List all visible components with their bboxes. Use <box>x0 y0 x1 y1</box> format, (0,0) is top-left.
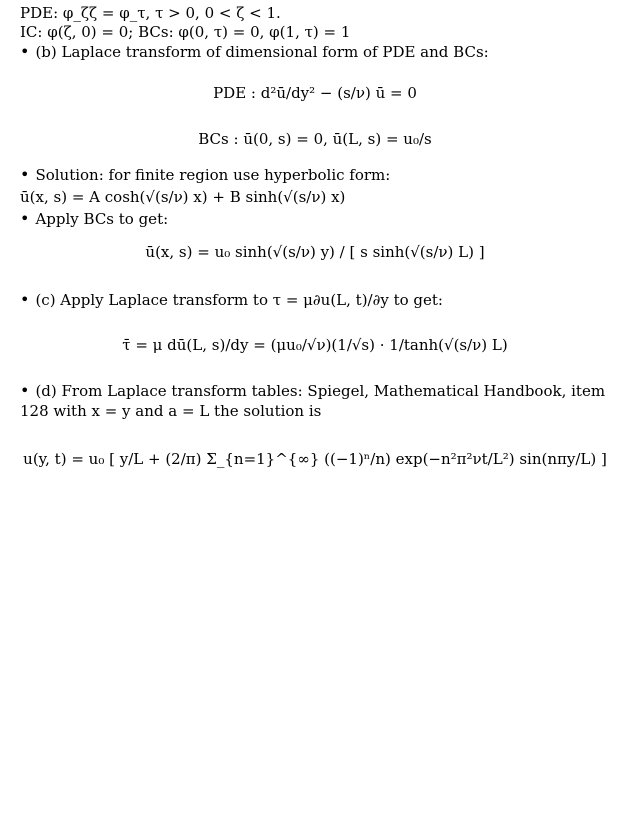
ic-bc-statement: IC: φ(ζ, 0) = 0; BCs: φ(0, τ) = 0, φ(1, τ) = 1 <box>20 23 351 41</box>
solution-heading: • Solution: for finite region use hyperbolic form: <box>20 166 390 184</box>
part-c-heading: • (c) Apply Laplace transform to τ = μ∂u(L, t)/∂y to get: <box>20 291 443 309</box>
transformed-bcs-equation: BCs : ū(0, s) = 0, ū(L, s) = u₀/s <box>198 130 432 148</box>
shear-stress-equation: τ̄ = μ dū(L, s)/dy = (μu₀/√ν)(1/√s) · 1/tanh(√(s/ν) L) <box>122 336 508 354</box>
pde-statement: PDE: φ_ζζ = φ_τ, τ > 0, 0 < ζ < 1. <box>20 4 281 22</box>
apply-bcs-heading: • Apply BCs to get: <box>20 210 168 228</box>
part-d-heading: • (d) From Laplace transform tables: Spiegel, Mathematical Handbook, item <box>20 382 605 400</box>
transformed-pde-equation: PDE : d²ū/dy² − (s/ν) ū = 0 <box>213 84 417 102</box>
part-b-heading: • (b) Laplace transform of dimensional form of PDE and BCs: <box>20 43 489 61</box>
hyperbolic-form-equation: ū(x, s) = A cosh(√(s/ν) x) + B sinh(√(s/ν) x) <box>20 188 346 206</box>
solution-equation: ū(x, s) = u₀ sinh(√(s/ν) y) / [ s sinh(√(s/ν) L) ] <box>145 243 485 261</box>
series-solution-equation: u(y, t) = u₀ [ y/L + (2/π) Σ_{n=1}^{∞} ((−1)ⁿ/n) exp(−n²π²νt/L²) sin(nπy/L) ] <box>23 450 607 468</box>
part-d-continuation: 128 with x = y and a = L the solution is <box>20 402 322 420</box>
